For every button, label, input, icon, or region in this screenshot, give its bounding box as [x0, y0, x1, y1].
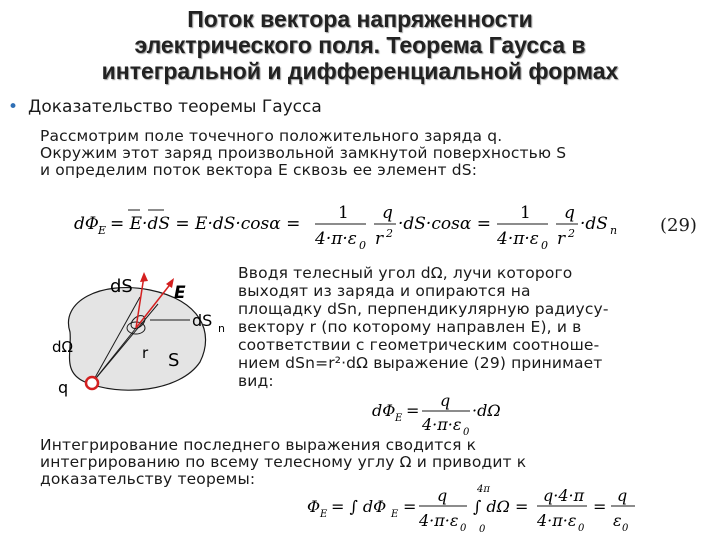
solid-angle-line-2: выходят из заряда и опираются на: [238, 282, 531, 300]
solid-angle-line-5: соответствии с геометрическим соотноше-: [238, 336, 600, 354]
f3-int-upper: 4π: [477, 484, 490, 495]
f3-den2-sub: 0: [578, 523, 585, 534]
f29-frac2-den: r: [375, 229, 384, 249]
f29-tail-sub: n: [610, 224, 618, 237]
f29-lhs: dΦ: [74, 214, 99, 234]
title-line-1: Поток вектора напряженности: [187, 6, 533, 32]
f3-int-body: ∫ dΩ =: [473, 497, 529, 516]
integration-line-1: Интегрирование последнего выражения сводится к: [40, 436, 477, 454]
intro-line-3: и определим поток вектора E сквозь ее элемент dS:: [40, 161, 478, 179]
integration-line-2: [40, 454, 695, 471]
f2-den: 4·π·ε: [422, 415, 462, 434]
f3-den3-sub: 0: [622, 523, 629, 534]
formula-solid-angle: [370, 392, 530, 442]
f29-eq1: = E·dS = E·dS·cosα =: [110, 214, 301, 234]
f29-tail: ·dS: [580, 214, 608, 234]
f29-frac1-den: 4·π·ε: [315, 229, 357, 249]
label-dSn: dS: [192, 311, 213, 330]
formula-29: [70, 196, 650, 256]
formula-gauss: [305, 482, 675, 538]
f3-int-lower: 0: [479, 524, 486, 535]
label-dSn-sub: n: [218, 322, 225, 335]
f3-den3: ε: [613, 511, 622, 530]
point-charge: [86, 377, 98, 389]
f3-eq2: =: [403, 497, 417, 516]
solid-angle-line-1: Вводя телесный угол dΩ, лучи которого: [238, 264, 573, 282]
equation-number: (29): [660, 215, 697, 236]
intro-paragraph: [40, 128, 566, 179]
f3-sub1: E: [391, 509, 399, 520]
f3-lhs-sub: E: [320, 509, 328, 520]
f3-den1: 4·π·ε: [419, 511, 459, 530]
word: к: [516, 453, 527, 471]
f29-frac1-den-sub: 0: [359, 239, 366, 252]
f2-lhs-sub: E: [395, 413, 403, 424]
f29-frac1-num: 1: [338, 203, 349, 223]
f3-eq1: = ∫ dΦ: [331, 497, 387, 516]
word: по: [185, 453, 206, 471]
f2-eq: =: [406, 401, 420, 420]
normal-arrowhead: [140, 272, 148, 282]
f2-lhs: dΦ: [372, 401, 396, 420]
slide-title: [0, 6, 720, 84]
f29-frac3-num: 1: [520, 203, 531, 223]
word: приводит: [432, 453, 512, 471]
bullet-text: Доказательство теоремы Гаусса: [28, 97, 322, 117]
f29-frac3-den-sub: 0: [541, 239, 548, 252]
integration-paragraph: [40, 437, 695, 488]
label-S: S: [168, 350, 180, 371]
label-dS: dS: [110, 276, 133, 297]
f29-frac4-den: r: [557, 229, 566, 249]
word: всему: [210, 453, 260, 471]
f29-frac2-den-sup: 2: [386, 227, 393, 240]
f3-num2: q·4·π: [543, 486, 585, 505]
title-line-3: интегральной и дифференциальной формах: [101, 58, 619, 84]
f29-frac4-den-sup: 2: [568, 227, 575, 240]
f29-frac4-num: q: [564, 203, 575, 223]
f3-num1: q: [437, 486, 448, 505]
field-arrowhead: [166, 278, 174, 288]
title-line-2: электрического поля. Теорема Гаусса в: [134, 32, 586, 58]
f29-mid: ·dS·cosα =: [398, 214, 491, 234]
word: и: [416, 453, 427, 471]
f29-frac3-den: 4·π·ε: [497, 229, 539, 249]
label-r: r: [142, 344, 149, 362]
f2-den-sub: 0: [463, 427, 470, 438]
bullet-icon: •: [8, 97, 19, 117]
intro-line-2: Окружим этот заряд произвольной замкнутой поверхностью S: [40, 144, 567, 162]
f29-frac2-num: q: [382, 203, 393, 223]
word: Ω: [399, 453, 412, 471]
word: интегрированию: [40, 453, 181, 471]
gauss-figure: [40, 262, 240, 402]
solid-angle-paragraph: [238, 264, 609, 390]
f3-lhs: Φ: [307, 497, 321, 516]
solid-angle-line-7: вид:: [238, 372, 274, 390]
f2-num: q: [440, 392, 451, 410]
integration-line-3: доказательству теоремы:: [40, 470, 256, 488]
f3-eq3: =: [593, 497, 607, 516]
bullet-item: [8, 97, 322, 117]
label-E: E: [174, 283, 186, 303]
solid-angle-line-6: нием dSn=r²·dΩ выражение (29) принимает: [238, 354, 603, 372]
f29-lhs-sub: E: [98, 224, 107, 237]
f2-tail: ·dΩ: [472, 401, 501, 420]
f3-den1-sub: 0: [460, 523, 467, 534]
label-dOmega: dΩ: [52, 338, 73, 356]
solid-angle-line-3: площадку dSn, перпендикулярную радиусу-: [238, 300, 609, 318]
word: углу: [357, 453, 395, 471]
word: телесному: [264, 453, 353, 471]
f3-num3: q: [617, 486, 628, 505]
intro-line-1: Рассмотрим поле точечного положительного заряда q.: [40, 127, 503, 145]
solid-angle-line-4: вектору r (по которому направлен E), и в: [238, 318, 582, 336]
f3-den2: 4·π·ε: [537, 511, 577, 530]
label-q: q: [58, 378, 69, 397]
